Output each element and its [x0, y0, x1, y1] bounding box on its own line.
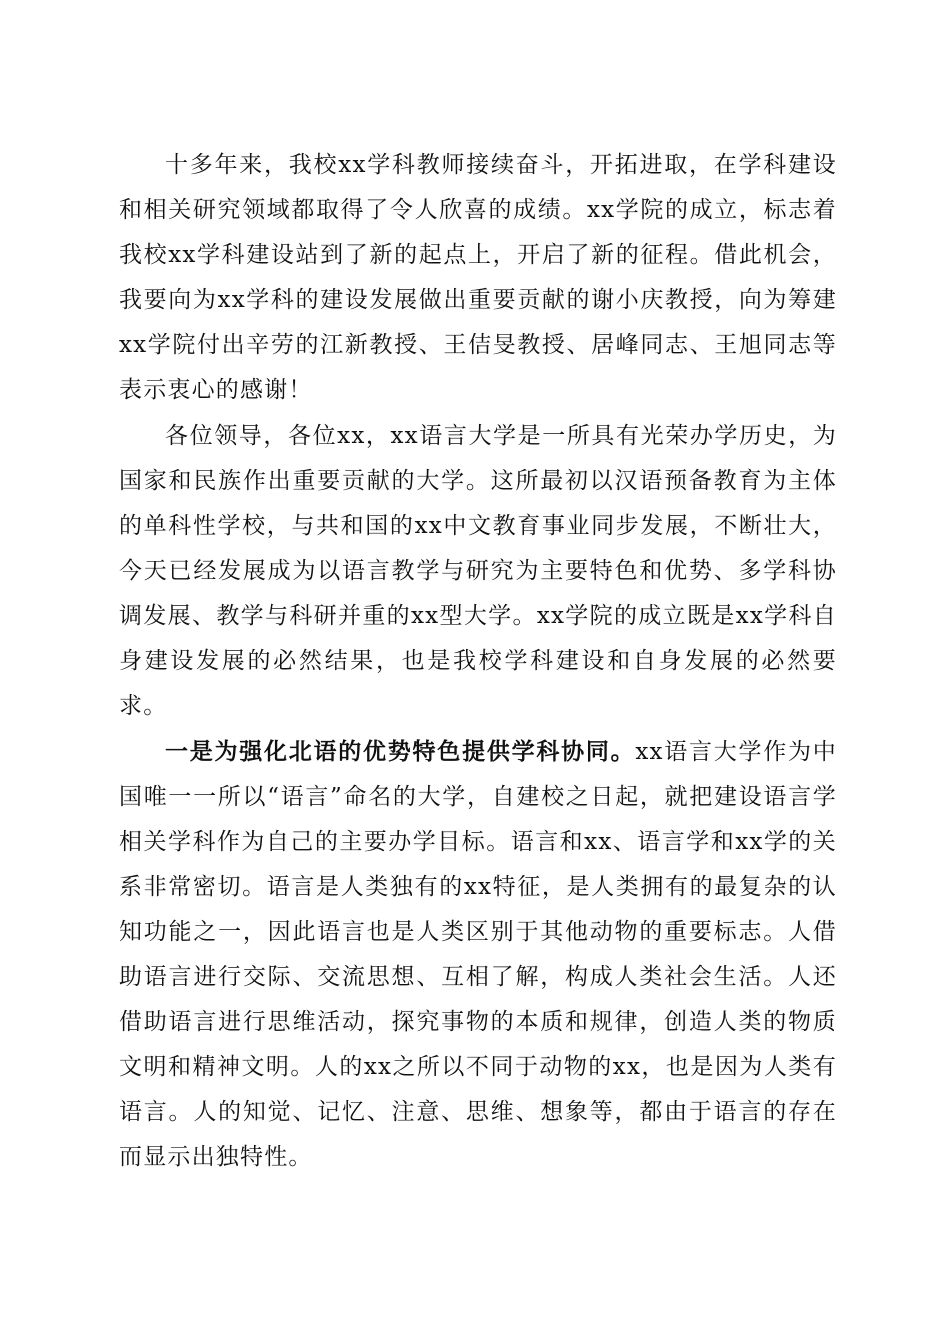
paragraph-3-lead: 一是为强化北语的优势特色提供学科协同。	[165, 738, 636, 765]
paragraph-1	[119, 142, 837, 413]
document-body	[119, 142, 837, 1180]
paragraph-2	[119, 413, 837, 729]
paragraph-3	[119, 729, 837, 1180]
paragraph-1-text: 十多年来，我校xx学科教师接续奋斗，开拓进取，在学科建设和相关研究领域都取得了令人欣喜的成绩。xx学院的成立，标志着我校xx学科建设站到了新的起点上，开启了新的征程。借此机会，我要向为xx学科的建设发展做出重要贡献的谢小庆教授，向为筹建xx学院付出辛劳的江新教授、王佶旻教授、居峰同志、王旭同志等表示衷心的感谢！	[119, 152, 837, 403]
paragraph-3-text: xx语言大学作为中国唯一一所以“语言”命名的大学，自建校之日起，就把建设语言学相关学科作为自己的主要办学目标。语言和xx、语言学和xx学的关系非常密切。语言是人类独有的xx特征，是人类拥有的最复杂的认知功能之一，因此语言也是人类区别于其他动物的重要标志。人借助语言进行交际、交流思想、互相了解，构成人类社会生活。人还借助语言进行思维活动，探究事物的本质和规律，创造人类的物质文明和精神文明。人的xx之所以不同于动物的xx，也是因为人类有语言。人的知觉、记忆、注意、思维、想象等，都由于语言的存在而显示出独特性。	[119, 739, 837, 1170]
paragraph-2-text: 各位领导，各位xx，xx语言大学是一所具有光荣办学历史，为国家和民族作出重要贡献的大学。这所最初以汉语预备教育为主体的单科性学校，与共和国的xx中文教育事业同步发展，不断壮大，今天已经发展成为以语言教学与研究为主要特色和优势、多学科协调发展、教学与科研并重的xx型大学。xx学院的成立既是xx学科自身建设发展的必然结果，也是我校学科建设和自身发展的必然要求。	[119, 423, 837, 719]
